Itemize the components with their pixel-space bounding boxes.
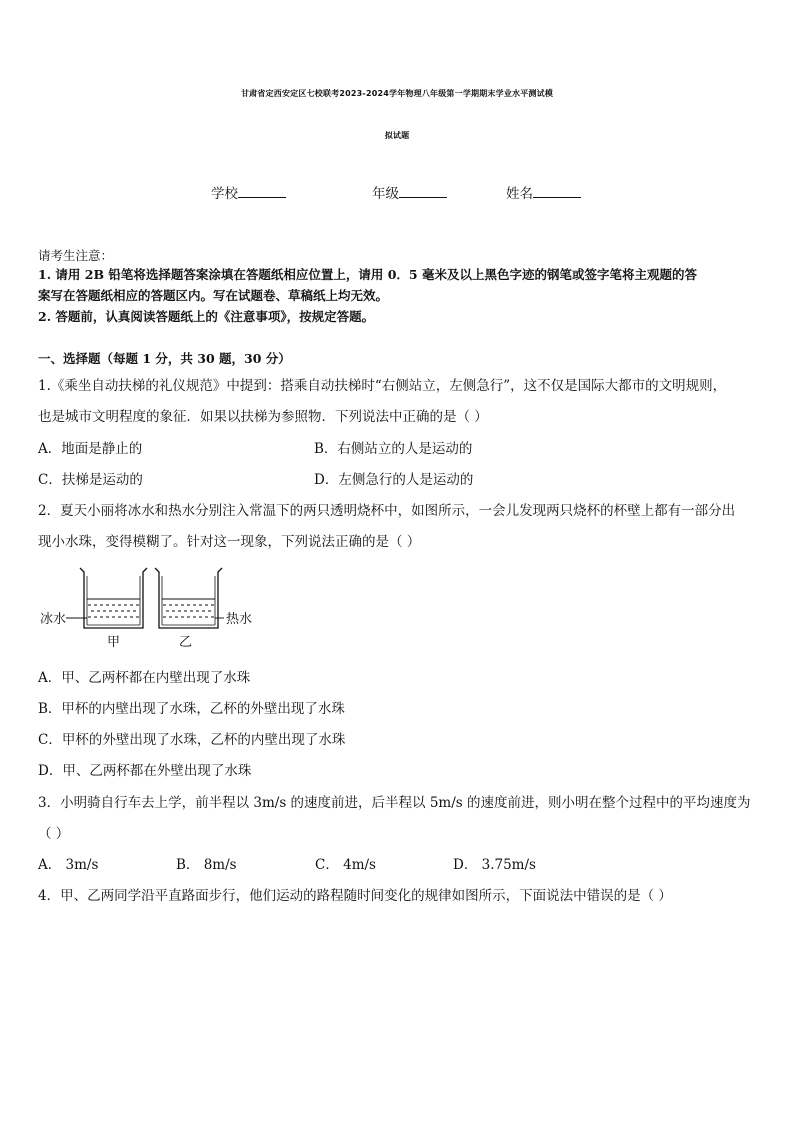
q3-line1: 3．小明骑自行车去上学，前半程以 3m/s 的速度前进，后半程以 5m/s 的速度前进，则小明在整个过程中的平均速度为 bbox=[38, 795, 751, 811]
school-field bbox=[211, 182, 286, 202]
q3-option-b: B． 8m/s bbox=[176, 857, 237, 873]
section-heading: 一、选择题（每题 1 分，共 30 题，30 分） bbox=[38, 351, 291, 366]
page-title-line2: 拟试题 bbox=[384, 131, 410, 140]
school-label: 学校 bbox=[211, 186, 238, 202]
grade-blank bbox=[399, 183, 447, 198]
q2-line2: 现小水珠，变得模糊了。针对这一现象，下列说法正确的是（ ） bbox=[38, 534, 421, 550]
cup-jia-label: 甲 bbox=[107, 635, 121, 650]
notice-item1-line1: 1. 请用 2B 铅笔将选择题答案涂填在答题纸相应位置上，请用 0．5 毫米及以上黑色字迹的钢笔或签字笔将主观题的答 bbox=[38, 267, 697, 282]
beaker-yi bbox=[155, 568, 224, 628]
q1-option-b: B．右侧站立的人是运动的 bbox=[314, 441, 473, 457]
name-field bbox=[506, 182, 581, 202]
q4-line1: 4．甲、乙两同学沿平直路面步行，他们运动的路程随时间变化的规律如图所示，下面说法中错误的是（ ） bbox=[38, 888, 672, 904]
q1-line2: 也是城市文明程度的象征．如果以扶梯为参照物．下列说法中正确的是（ ） bbox=[38, 409, 488, 425]
beaker-jia bbox=[66, 568, 147, 628]
q2-line1: 2．夏天小丽将冰水和热水分别注入常温下的两只透明烧杯中，如图所示，一会儿发现两只烧杯的杯壁上都有一部分出 bbox=[38, 503, 736, 519]
notice-item1-line2: 案写在答题纸相应的答题区内。写在试题卷、草稿纸上均无效。 bbox=[38, 288, 389, 303]
q3-option-d: D． 3.75m/s bbox=[453, 857, 536, 873]
hot-water-label: 热水 bbox=[226, 612, 253, 627]
grade-field bbox=[372, 182, 447, 202]
name-blank bbox=[533, 183, 581, 198]
page-title-line1: 甘肃省定西安定区七校联考2023-2024学年物理八年级第一学期期末学业水平测试模 bbox=[240, 89, 554, 98]
q2-option-c: C．甲杯的外壁出现了水珠，乙杯的内壁出现了水珠 bbox=[38, 732, 346, 748]
q3-option-c: C． 4m/s bbox=[315, 857, 376, 873]
q3-option-a: A． 3m/s bbox=[38, 857, 99, 873]
q2-option-a: A．甲、乙两杯都在内壁出现了水珠 bbox=[38, 670, 251, 686]
cup-yi-label: 乙 bbox=[179, 635, 193, 650]
q1-option-a: A．地面是静止的 bbox=[38, 441, 143, 457]
name-label: 姓名 bbox=[506, 186, 533, 202]
notice-item2: 2. 答题前，认真阅读答题纸上的《注意事项》，按规定答题。 bbox=[38, 309, 375, 324]
notice-heading: 请考生注意： bbox=[38, 248, 114, 263]
grade-label: 年级 bbox=[372, 186, 399, 202]
school-blank bbox=[238, 183, 286, 198]
beakers-figure bbox=[36, 562, 256, 654]
q2-option-b: B．甲杯的内壁出现了水珠，乙杯的外壁出现了水珠 bbox=[38, 701, 345, 717]
q2-option-d: D．甲、乙两杯都在外壁出现了水珠 bbox=[38, 763, 252, 779]
q1-option-d: D．左侧急行的人是运动的 bbox=[314, 472, 474, 488]
ice-water-label: 冰水 bbox=[40, 612, 67, 627]
q3-line2: （ ） bbox=[38, 826, 70, 842]
q1-line1: 1.《乘坐自动扶梯的礼仪规范》中提到：搭乘自动扶梯时“右侧站立，左侧急行”，这不仅是国际大都市的文明规则， bbox=[38, 378, 727, 394]
q1-option-c: C．扶梯是运动的 bbox=[38, 472, 143, 488]
